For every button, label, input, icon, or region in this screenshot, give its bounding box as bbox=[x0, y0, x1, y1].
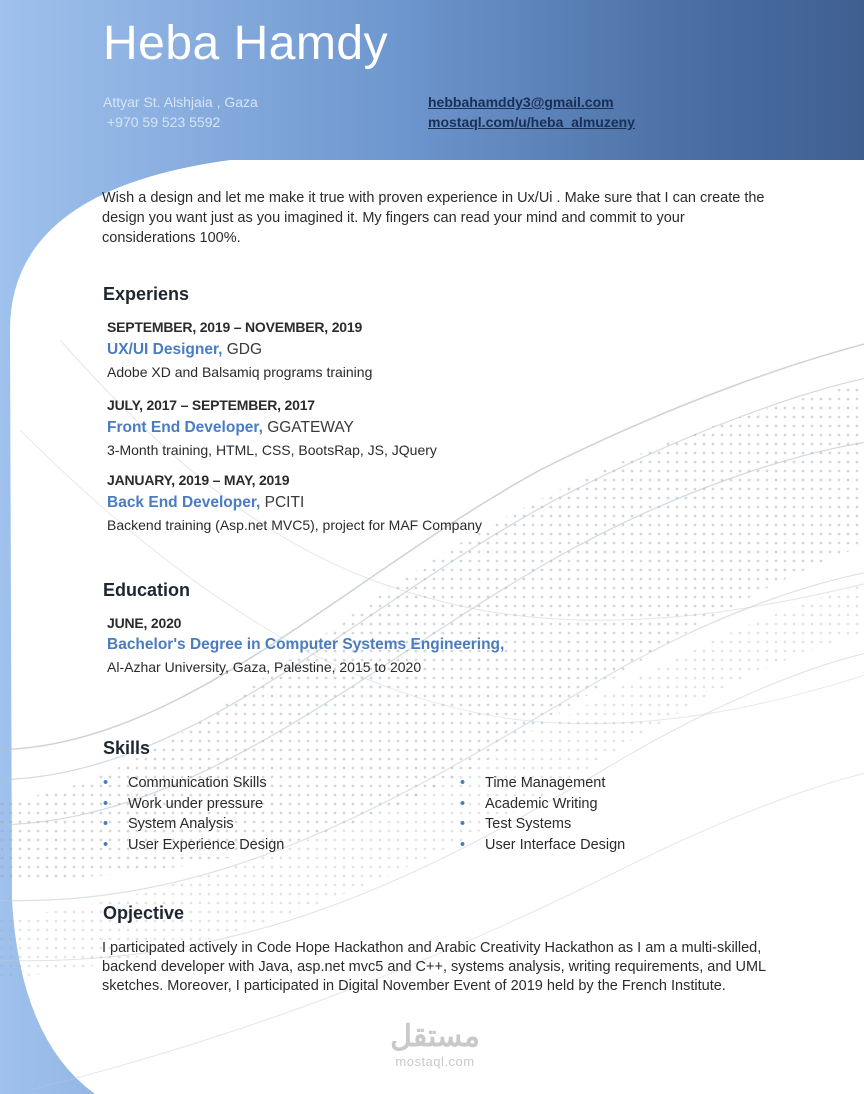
watermark-url: mostaql.com bbox=[395, 1054, 475, 1069]
education-degree: Bachelor's Degree in Computer Systems Engineering, bbox=[107, 636, 505, 653]
profile-link[interactable]: mostaql.com/u/heba_almuzeny bbox=[428, 114, 635, 130]
email-link[interactable]: hebbahamddy3@gmail.com bbox=[428, 94, 614, 110]
skill-item: • Academic Writing bbox=[460, 794, 625, 815]
experience-item bbox=[107, 469, 482, 536]
skill-item: • Test Systems bbox=[460, 814, 625, 835]
experience-item bbox=[107, 316, 372, 383]
experience-description: Adobe XD and Balsamiq programs training bbox=[107, 364, 373, 380]
experience-org: GGATEWAY bbox=[262, 419, 354, 436]
experience-role: Front End Developer, bbox=[107, 419, 263, 436]
education-date: JUNE, 2020 bbox=[107, 615, 182, 631]
contact-info-left bbox=[103, 92, 258, 132]
skills-heading: Skills bbox=[103, 738, 151, 758]
skills-list-left bbox=[103, 773, 284, 855]
experience-dates: JULY, 2017 – SEPTEMBER, 2017 bbox=[107, 397, 315, 413]
phone-number: +970 59 523 5592 bbox=[107, 114, 221, 130]
candidate-name: Heba Hamdy bbox=[103, 17, 389, 70]
skills-list-right bbox=[460, 773, 625, 855]
experience-heading: Experiens bbox=[103, 284, 190, 304]
objective-paragraph: I participated actively in Code Hope Hackathon and Arabic Creativity Hackathon as I am a multi-skilled, backend developer with Java, asp.net mvc5 and C++, systems analysis, writing requirements, and UML sketches. Moreover, I participated in Digital November Event of 2019 held by the French Institute. bbox=[102, 940, 766, 994]
education-school: Al-Azhar University, Gaza, Palestine, 2015 to 2020 bbox=[107, 659, 422, 675]
address: Attyar St. Alshjaia , Gaza bbox=[103, 94, 258, 110]
experience-org: GDG bbox=[222, 341, 263, 358]
experience-item bbox=[107, 394, 437, 461]
objective-heading: Opjective bbox=[103, 903, 185, 923]
experience-role: Back End Developer, bbox=[107, 494, 261, 511]
mostaql-watermark bbox=[375, 1020, 495, 1069]
skill-item: • Work under pressure bbox=[103, 794, 284, 815]
experience-role: UX/UI Designer, bbox=[107, 341, 223, 358]
experience-description: 3-Month training, HTML, CSS, BootsRap, JS, JQuery bbox=[107, 442, 437, 458]
experience-dates: JANUARY, 2019 – MAY, 2019 bbox=[107, 472, 290, 488]
education-item bbox=[107, 612, 504, 678]
skill-item: • User Interface Design bbox=[460, 835, 625, 856]
experience-description: Backend training (Asp.net MVC5), project for MAF Company bbox=[107, 517, 483, 533]
experience-dates: SEPTEMBER, 2019 – NOVEMBER, 2019 bbox=[107, 319, 363, 335]
watermark-logo: مستقل bbox=[390, 1020, 480, 1053]
experience-org: PCITI bbox=[260, 494, 305, 511]
skill-item: • User Experience Design bbox=[103, 835, 284, 856]
skill-item: • Time Management bbox=[460, 773, 625, 794]
contact-info-right bbox=[428, 92, 635, 132]
education-heading: Education bbox=[103, 580, 191, 600]
skill-item: • Communication Skills bbox=[103, 773, 284, 794]
summary-paragraph: Wish a design and let me make it true with proven experience in Ux/Ui . Make sure that I can create the design you want just as you imagined it. My fingers can read your mind and commit to your considerations 100%. bbox=[102, 190, 765, 246]
skill-item: • System Analysis bbox=[103, 814, 284, 835]
